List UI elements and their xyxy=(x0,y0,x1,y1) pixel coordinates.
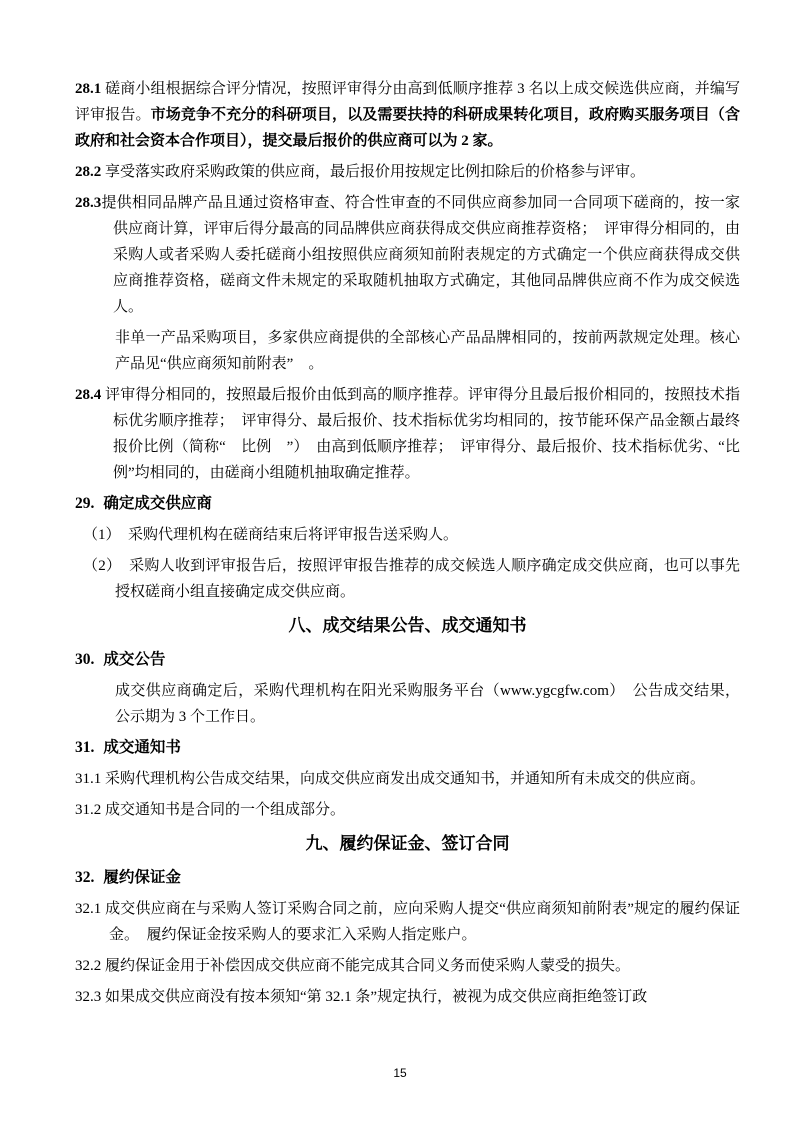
clause-32-3-text: 如果成交供应商没有按本须知“第 32.1 条”规定执行，被视为成交供应商拒绝签订政 xyxy=(105,989,648,1005)
clause-32-1-number: 32.1 xyxy=(75,901,106,917)
clause-28-4-number: 28.4 xyxy=(75,387,106,403)
clause-28-2-text: 享受落实政府采购政策的供应商，最后报价用按规定比例扣除后的价格参与评审。 xyxy=(105,164,646,180)
clause-31-heading xyxy=(75,735,740,761)
clause-30-paragraph xyxy=(115,678,740,730)
clause-29-number: 29. xyxy=(75,495,95,512)
section-8-heading: 八、成交结果公告、成交通知书 xyxy=(288,616,527,635)
clause-28-2-number: 28.2 xyxy=(75,164,105,180)
clause-30-number: 30. xyxy=(75,651,95,668)
clause-28-3-text: 提供相同品牌产品且通过资格审查、符合性审查的不同供应商参加同一合同项下磋商的，按一家供应商计算，评审后得分最高的同品牌供应商获得成交供应商推荐资格； 评审得分相同的，由采购人或者采购人委托磋商小组按照供应商须知前附表规定的方式确定一个供应商获得成交供应商推荐资格，磋商文件未规定的采取随机抽取方式确定，其他同品牌供应商不作为成交候选人。 xyxy=(101,195,740,315)
clause-28-3 xyxy=(75,190,740,320)
clause-28-1-number: 28.1 xyxy=(75,81,106,97)
clause-28-1-text: 磋商小组根据综合评分情况，按照评审得分由高到低顺序推荐 3 名以上成交候选供应商，并编写评审报告。 xyxy=(75,81,740,123)
clause-29-item-2 xyxy=(83,553,740,605)
clause-29-heading xyxy=(75,491,740,517)
clause-29-item-2-marker: （2） xyxy=(83,558,114,574)
clause-32-number: 32. xyxy=(75,869,95,886)
clause-32-3 xyxy=(75,984,740,1010)
clause-29-item-1-text: 采购代理机构在磋商结束后将评审报告送采购人。 xyxy=(128,527,459,543)
clause-28-3-note-text: 非单一产品采购项目，多家供应商提供的全部核心产品品牌相同的，按前两款规定处理。核心产品见“供应商须知前附表” 。 xyxy=(115,330,740,372)
clause-29-title: 确定成交供应商 xyxy=(103,495,212,512)
clause-28-4 xyxy=(75,382,740,486)
clause-32-2-text: 履约保证金用于补偿因成交供应商不能完成其合同义务而使采购人蒙受的损失。 xyxy=(105,958,631,974)
clause-28-3-note xyxy=(115,325,740,377)
clause-30-paragraph-text: 成交供应商确定后，采购代理机构在阳光采购服务平台（www.ygcgfw.com） 公告成交结果，公示期为 3 个工作日。 xyxy=(115,683,740,725)
clause-31-number: 31. xyxy=(75,739,95,756)
clause-31-1-text: 采购代理机构公告成交结果，向成交供应商发出成交通知书，并通知所有未成交的供应商。 xyxy=(105,771,706,787)
clause-28-2 xyxy=(75,159,740,185)
clause-30-title: 成交公告 xyxy=(103,651,166,668)
page-number: 15 xyxy=(393,1066,407,1080)
clause-32-title: 履约保证金 xyxy=(103,869,181,886)
clause-31-1 xyxy=(75,766,740,792)
clause-32-1-text: 成交供应商在与采购人签订采购合同之前，应向采购人提交“供应商须知前附表”规定的履约保证金。 履约保证金按采购人的要求汇入采购人指定账户。 xyxy=(105,901,740,943)
clause-31-2 xyxy=(75,797,740,823)
clause-31-2-number: 31.2 xyxy=(75,802,105,818)
clause-31-1-number: 31.1 xyxy=(75,771,105,787)
clause-32-1 xyxy=(75,896,740,948)
clause-31-title: 成交通知书 xyxy=(103,739,181,756)
clause-28-1 xyxy=(75,76,740,154)
clause-32-2 xyxy=(75,953,740,979)
clause-29-item-1-marker: （1） xyxy=(83,527,114,543)
clause-32-2-number: 32.2 xyxy=(75,958,105,974)
clause-28-1-bold-text: 市场竞争不充分的科研项目，以及需要扶持的科研成果转化项目，政府购买服务项目（含政府和社会资本合作项目），提交最后报价的供应商可以为 2 家。 xyxy=(75,107,740,149)
clause-31-2-text: 成交通知书是合同的一个组成部分。 xyxy=(105,802,346,818)
section-9-heading: 九、履约保证金、签订合同 xyxy=(305,834,510,853)
clause-28-3-number: 28.3 xyxy=(75,195,102,211)
page-content xyxy=(75,76,740,1015)
clause-32-3-number: 32.3 xyxy=(75,989,105,1005)
clause-30-heading xyxy=(75,647,740,673)
clause-29-item-2-text: 采购人收到评审报告后，按照评审报告推荐的成交候选人顺序确定成交供应商，也可以事先授权磋商小组直接确定成交供应商。 xyxy=(115,558,740,600)
clause-28-4-text: 评审得分相同的，按照最后报价由低到高的顺序推荐。评审得分且最后报价相同的，按照技术指标优劣顺序推荐； 评审得分、最后报价、技术指标优劣均相同的，按节能环保产品金额占最终报价比例（简称“ 比例 ”） 由高到低顺序推荐； 评审得分、最后报价、技术指标优劣、“比例”均相同的，由磋商小组随机抽取确定推荐。 xyxy=(105,387,740,481)
clause-29-item-1 xyxy=(83,522,740,548)
clause-32-heading xyxy=(75,865,740,891)
